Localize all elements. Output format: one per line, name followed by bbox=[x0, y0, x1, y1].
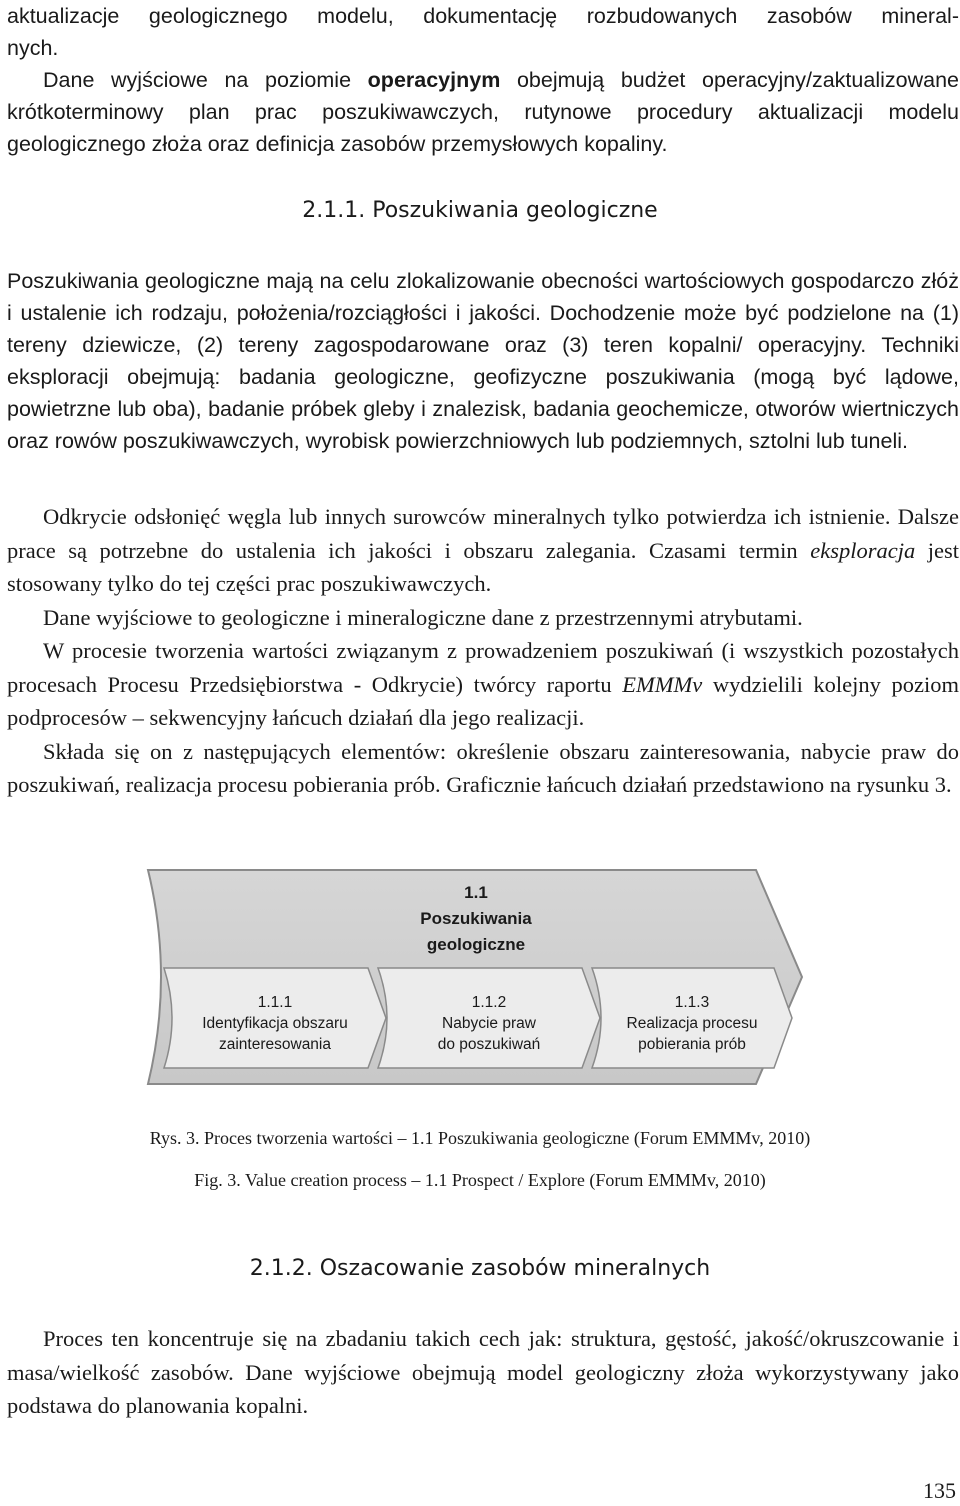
exploration-term: eksploracja bbox=[810, 537, 916, 563]
section-1-paragraph-4: W procesie tworzenia wartości związanym z prowadzeniem poszukiwań (i wszystkich pozostałych procesach Procesu Przedsiębiorstwa - Odkrycie) twórcy raportu EMMMv wydzielili kolejny poziom podprocesów – sekwencyjny łańcuch działań dla jego realizacji. bbox=[7, 638, 959, 730]
section-1-paragraph-3: Dane wyjściowe to geologiczne i mineralogiczne dane z przestrzennymi atrybutami. bbox=[43, 604, 803, 630]
step-1-label: 1.1.1 Identyfikacja obszaru zainteresowania bbox=[202, 994, 348, 1053]
intro-line-2: nych. bbox=[7, 36, 59, 60]
intro-line-1: aktualizacje geologicznego modelu, dokumentację rozbudowanych zasobów mineral- bbox=[7, 4, 959, 28]
emmmv-term: EMMMv bbox=[622, 671, 703, 697]
step-2-label: 1.1.2 Nabycie praw do poszukiwań bbox=[437, 994, 541, 1053]
section-1-paragraph-1: Poszukiwania geologiczne mają na celu zlokalizowanie obecności wartościowych gospodarczo złóż i ustalenie ich rodzaju, położenia/rozciągłości i jakości. Dochodzenie może być podzielone na (1) tereny dziewicze, (2) tereny zagospodarowane oraz (3) teren kopalni/ operacyjny. Techniki eksploracji obejmują: badania geologiczne, geofizyczne poszukiwania (mogą być lądowe, powietrzne lub oba), badanie próbek gleby i znalezisk, badania geochemicze, otworów wiertniczych oraz rowów poszukiwawczych, wyrobisk powierzchniowych lub podziemnych, sztolni lub tuneli. bbox=[7, 269, 959, 453]
section-1-body bbox=[7, 500, 959, 802]
page-number: 135 bbox=[923, 1478, 956, 1503]
section-heading-2-1-2: 2.1.2. Oszacowanie zasobów mineralnych bbox=[249, 1256, 711, 1281]
section-1-paragraph-2: Odkrycie odsłonięć węgla lub innych surowców mineralnych tylko potwierdza ich istnienie. Dalsze prace są potrzebne do ustalenia ich jakości i obszaru zalegania. Czasami termin eksploracja jest stosowany tylko do tej części prac poszukiwawczych. bbox=[7, 504, 959, 596]
intro-text bbox=[7, 0, 959, 160]
section-2-paragraph-1: Proces ten koncentruje się na zbadaniu takich cech jak: struktura, gęstość, jakość/okruszcowanie i masa/wielkość zasobów. Dane wyjściowe obejmują model geologiczny złoża wykorzystywany jako podstawa do planowania kopalni. bbox=[7, 1326, 959, 1418]
operational-bold-term: operacyjnym bbox=[367, 68, 501, 92]
section-2-body bbox=[7, 1322, 959, 1423]
section-heading-2-1-1: 2.1.1. Poszukiwania geologiczne bbox=[302, 198, 658, 223]
figure-caption-english: Fig. 3. Value creation process – 1.1 Prospect / Explore (Forum EMMMv, 2010) bbox=[194, 1170, 766, 1190]
figure-caption-polish: Rys. 3. Proces tworzenia wartości – 1.1 Poszukiwania geologiczne (Forum EMMMv, 2010) bbox=[149, 1128, 811, 1148]
process-chain-figure bbox=[146, 868, 804, 1086]
operational-paragraph: Dane wyjściowe na poziomie operacyjnym obejmują budżet operacyjny/zaktualizowane krótkoterminowy plan prac poszukiwawczych, rutynowe procedury aktualizacji modelu geologicznego złoża oraz definicja zasobów przemysłowych kopaliny. bbox=[7, 68, 959, 156]
main-process-label: 1.1 Poszukiwania geologiczne bbox=[420, 883, 532, 954]
step-3-label: 1.1.3 Realizacja procesu pobierania prób bbox=[626, 994, 758, 1053]
section-1-paragraph-5: Składa się on z następujących elementów: określenie obszaru zainteresowania, nabycie praw do poszukiwań, realizacja procesu pobierania prób. Graficznie łańcuch działań przedstawiono na rysunku 3. bbox=[7, 738, 959, 797]
